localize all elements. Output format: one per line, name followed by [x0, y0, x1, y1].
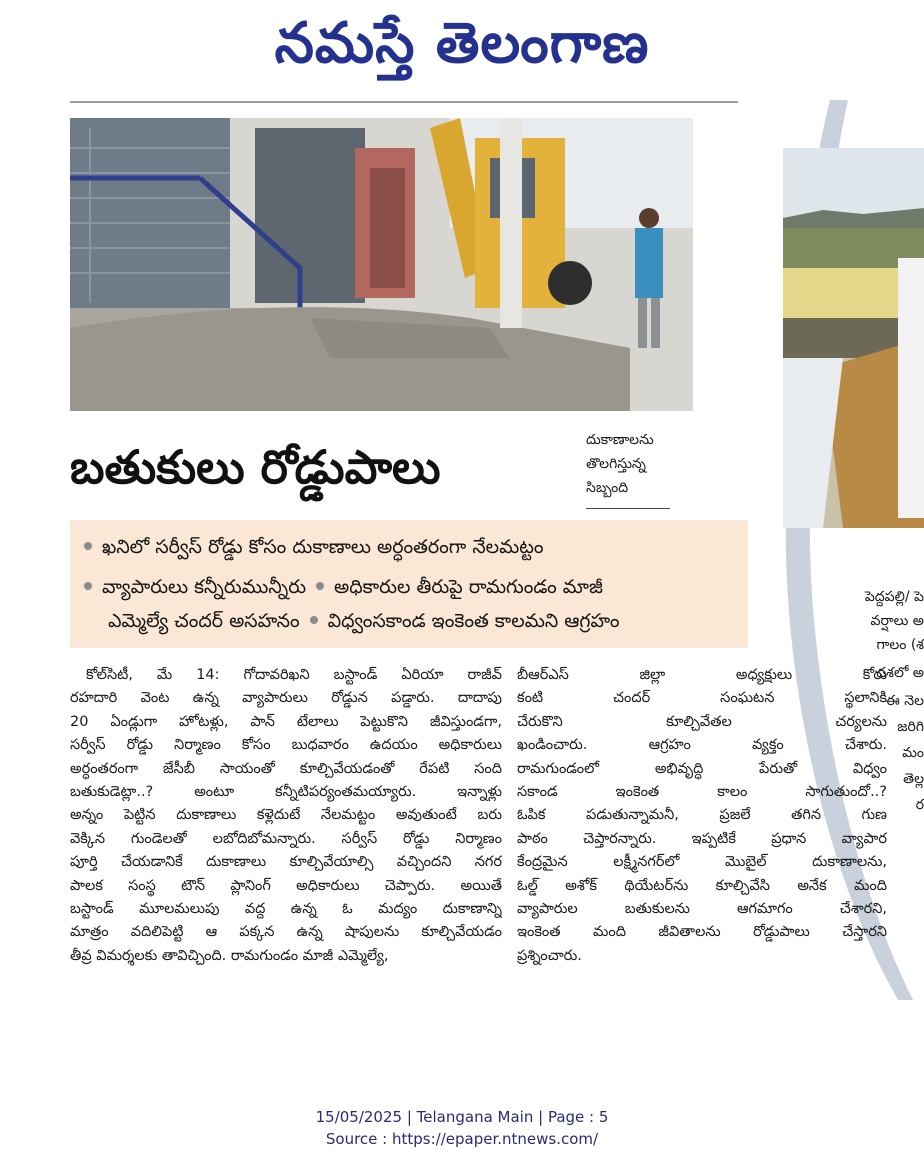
body-line: పూర్తి చేయడానికే దుకాణాలు కూల్చివేయాల్సి వచ్చిందని నగర — [70, 854, 502, 871]
paddy-field-photo — [783, 148, 924, 528]
footer-source-link[interactable]: Source : https://epaper.ntnews.com/ — [325, 1130, 599, 1148]
body-line: బీఆర్ఎస్ జిల్లా అధ్యక్షులు కోరు — [517, 667, 887, 683]
highlight-line-2 — [84, 572, 603, 602]
adjacent-article-line: జరిగి — [897, 719, 924, 735]
adjacent-article-line: మం — [902, 745, 924, 761]
body-line: ప్రశ్నించారు. — [517, 947, 582, 964]
body-line: అన్నం పెట్టిన దుకాణాలు కళ్లెదుటే నేలమట్టం అవుతుంటే బరు — [70, 807, 502, 824]
article-body-column-2 — [517, 664, 887, 968]
photo-caption-line: సిబ్బంది — [586, 480, 629, 496]
photo-caption — [586, 428, 696, 500]
bullet-icon — [310, 616, 318, 624]
photo-caption-line: దుకాణాలను — [586, 432, 654, 448]
body-line: రహదారి వెంట ఉన్న వ్యాపారులు రోడ్డున పడ్డారు. దాదాపు — [70, 690, 502, 707]
highlight-line-1 — [84, 532, 544, 562]
body-line: పాఠం చెప్తారన్నారు. ఇప్పటికే ప్రధాన వ్యాపార — [517, 830, 887, 847]
body-line: కేంద్రమైన లక్ష్మీనగర్‌లో మొబైల్ దుకాణాలను, — [517, 854, 887, 871]
highlight-text: వ్యాపారులు కన్నీరుమున్నీరు — [102, 576, 307, 598]
body-line: చేరుకొని కూల్చివేతల చర్యలను — [517, 713, 887, 730]
body-line: కోల్‌సిటీ, మే 14: గోదావరిఖని బస్టాండ్ ఏరియా రాజీవ్ — [86, 667, 502, 683]
body-line: కంటి చందర్ సంఘటన స్థలానికి — [517, 690, 887, 707]
paddy-field-photo-icon — [783, 148, 924, 528]
adjacent-article-line: ర — [915, 797, 924, 813]
adjacent-article-line: ఈ నెల — [885, 693, 924, 709]
body-line: బస్టాండ్ మూలమలుపు వద్ద ఉన్న ఓ మద్యం దుకాణాన్ని — [70, 901, 502, 918]
body-line: ఓల్డ్ అశోక్ థియేటర్‌ను కూల్చివేసి అనేక మంది — [517, 877, 887, 894]
highlight-text: అధికారుల తీరుపై రామగుండం మాజీ — [334, 576, 603, 598]
demolition-photo-icon — [70, 118, 693, 411]
caption-underline — [586, 508, 670, 509]
newspaper-title: నమస్తే తెలంగాణ — [274, 11, 650, 76]
adjacent-article-line: గాలం (శ — [876, 637, 924, 653]
adjacent-article-line: వర్షాలు అ — [870, 613, 924, 629]
photo-caption-line: తొలగిస్తున్న — [586, 456, 646, 472]
body-line: ఇంకెంత మంది జీవితాలను రోడ్డుపాలు చేస్తారని — [517, 924, 887, 941]
bullet-icon — [84, 542, 92, 550]
highlight-text: ఎమ్మెల్యే చందర్ అసహనం — [108, 610, 300, 632]
body-line: ఓపిక పడుతున్నామనీ, ప్రజలే తగిన గుణ — [517, 807, 887, 824]
adjacent-article-line: తెల్ల — [903, 771, 924, 787]
body-line: రామగుండంలో అభివృద్ధి పేరుతో విధ్వం — [517, 760, 887, 777]
body-line: తీవ్ర విమర్శలకు తావిచ్చింది. రామగుండం మాజీ ఎమ్మెల్యే, — [70, 947, 389, 964]
highlight-text: ఖనిలో సర్వీస్ రోడ్డు కోసం దుకాణాలు అర్ధంతరంగా నేలమట్టం — [102, 536, 544, 558]
body-line: వెక్కిన గుండెలతో లబోదిబోమన్నారు. సర్వీస్ రోడ్డు నిర్మాణం — [70, 830, 502, 847]
article-body-column-1 — [70, 664, 502, 968]
body-line: పాలక సంస్థ టౌన్ ప్లానింగ్ అధికారులు చెప్పారు. అయితే — [70, 877, 502, 894]
body-line: వ్యాపారుల బతుకులను ఆగమాగం చేశారని, — [517, 901, 887, 918]
body-line: సర్వీస్ రోడ్డు నిర్మాణం కోసం బుధవారం ఉదయం అధికారులు — [70, 737, 502, 754]
body-line: సకాండ ఇంకెంత కాలం సాగుతుందో..? — [517, 784, 887, 801]
page-footer — [0, 1106, 924, 1150]
body-line: అర్ధంతరంగా జేసీబీ సాయంతో కూల్చివేయడంతో రేపటి సంది — [70, 760, 502, 777]
body-line: మాత్రం వదిలిపెట్టి ఆ పక్కన ఉన్న షాపులను కూల్చివేయడం — [70, 924, 502, 941]
masthead — [0, 0, 924, 90]
bullet-icon — [84, 582, 92, 590]
adjacent-article-line: పెద్దపల్లి/ పె — [864, 589, 924, 605]
body-line: బతుకుడెట్లా..? అంటూ కన్నీటిపర్యంతమయ్యారు. ఇన్నాళ్లు — [70, 784, 502, 801]
bullet-icon — [316, 582, 324, 590]
demolition-photo — [70, 118, 693, 411]
header-divider — [70, 101, 738, 103]
article-headline: బతుకులు రోడ్డుపాలు — [70, 440, 441, 494]
highlight-text: విధ్వంసకాండ ఇంకెంత కాలమని ఆగ్రహం — [327, 610, 620, 632]
body-line: ఖండించారు. ఆగ్రహం వ్యక్తం చేశారు. — [517, 737, 887, 754]
highlight-line-3 — [84, 606, 620, 636]
body-line: 20 ఏండ్లుగా హోటళ్లు, పాన్ టేలాలు పెట్టుకొని జీవిస్తుండగా, — [70, 713, 502, 730]
adjacent-article-line: దశలో అ — [876, 665, 924, 681]
footer-date-page: 15/05/2025 | Telangana Main | Page : 5 — [315, 1108, 609, 1126]
highlights-box — [70, 520, 748, 648]
